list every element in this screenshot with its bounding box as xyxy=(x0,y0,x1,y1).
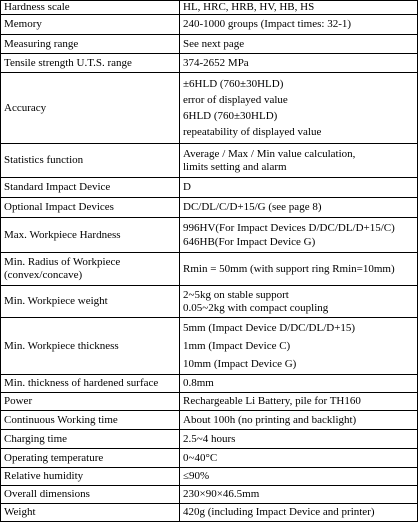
row-value: 240-1000 groups (Impact times: 32-1) xyxy=(180,15,418,35)
row-label: Relative humidity xyxy=(1,468,180,486)
value-line: 5mm (Impact Device D/DC/DL/D+15) xyxy=(183,322,356,334)
table-row xyxy=(1,286,418,318)
value-line: 996HV(For Impact Devices D/DC/DL/D+15/C) xyxy=(183,222,395,234)
row-label: Memory xyxy=(1,15,180,35)
row-label: Weight xyxy=(1,504,180,522)
row-label: Continuous Working time xyxy=(1,411,180,430)
row-label: Tensile strength U.T.S. range xyxy=(1,54,180,73)
row-value xyxy=(180,318,418,375)
row-label: Operating temperature xyxy=(1,449,180,468)
row-label: Overall dimensions xyxy=(1,486,180,504)
row-value xyxy=(180,286,418,318)
table-row xyxy=(1,375,418,393)
table-row xyxy=(1,449,418,468)
row-label: Min. Workpiece weight xyxy=(1,286,180,318)
row-value: Rmin = 50mm (with support ring Rmin=10mm) xyxy=(180,253,418,286)
table-row xyxy=(1,430,418,449)
row-value: 0.8mm xyxy=(180,375,418,393)
value-line: repeatability of displayed value xyxy=(183,126,322,138)
row-label: Accuracy xyxy=(1,73,180,144)
table-row xyxy=(1,144,418,178)
table-row xyxy=(1,393,418,411)
row-label: Max. Workpiece Hardness xyxy=(1,218,180,253)
row-value: 230×90×46.5mm xyxy=(180,486,418,504)
value-line: 2~5kg on stable support xyxy=(183,288,289,301)
table-row xyxy=(1,54,418,73)
row-label: Min. thickness of hardened surface xyxy=(1,375,180,393)
table-row xyxy=(1,178,418,198)
row-label: Statistics function xyxy=(1,144,180,178)
row-label: Power xyxy=(1,393,180,411)
table-row xyxy=(1,318,418,375)
row-value: 2.5~4 hours xyxy=(180,430,418,449)
value-line: 6HLD (760±30HLD) xyxy=(183,110,278,122)
row-label: Hardness scale xyxy=(1,1,180,15)
value-line: 1mm (Impact Device C) xyxy=(183,340,291,352)
value-line: 0.05~2kg with compact coupling xyxy=(183,301,329,314)
row-value: 0~40°C xyxy=(180,449,418,468)
value-line: 646HB(For Impact Device G) xyxy=(183,236,316,248)
table-row xyxy=(1,253,418,286)
value-line: error of displayed value xyxy=(183,94,288,106)
table-row xyxy=(1,1,418,15)
row-label: Charging time xyxy=(1,430,180,449)
row-value: HL, HRC, HRB, HV, HB, HS xyxy=(180,1,418,15)
row-value xyxy=(180,73,418,144)
table-row xyxy=(1,486,418,504)
table-row xyxy=(1,73,418,144)
table-row xyxy=(1,218,418,253)
table-row xyxy=(1,468,418,486)
row-value: DC/DL/C/D+15/G (see page 8) xyxy=(180,198,418,218)
row-label: Standard Impact Device xyxy=(1,178,180,198)
row-value: See next page xyxy=(180,35,418,54)
row-value xyxy=(180,218,418,253)
row-value: ≤90% xyxy=(180,468,418,486)
value-line: limits setting and alarm xyxy=(183,160,287,173)
value-line: ±6HLD (760±30HLD) xyxy=(183,78,284,90)
row-value: 420g (including Impact Device and printer) xyxy=(180,504,418,522)
table-row xyxy=(1,35,418,54)
table-row xyxy=(1,411,418,430)
row-label: Measuring range xyxy=(1,35,180,54)
row-value: Rechargeable Li Battery, pile for TH160 xyxy=(180,393,418,411)
label-line: (convex/concave) xyxy=(4,269,83,281)
row-value: About 100h (no printing and backlight) xyxy=(180,411,418,430)
table-row xyxy=(1,198,418,218)
value-line: 10mm (Impact Device G) xyxy=(183,358,297,370)
row-label: Min. Workpiece thickness xyxy=(1,318,180,375)
table-row xyxy=(1,504,418,522)
value-line: Average / Max / Min value calculation, xyxy=(183,147,356,160)
row-label xyxy=(1,253,180,286)
row-label: Optional Impact Devices xyxy=(1,198,180,218)
table-row xyxy=(1,15,418,35)
label-line: Min. Radius of Workpiece xyxy=(4,256,121,268)
row-value: 374-2652 MPa xyxy=(180,54,418,73)
row-value xyxy=(180,144,418,178)
row-value: D xyxy=(180,178,418,198)
